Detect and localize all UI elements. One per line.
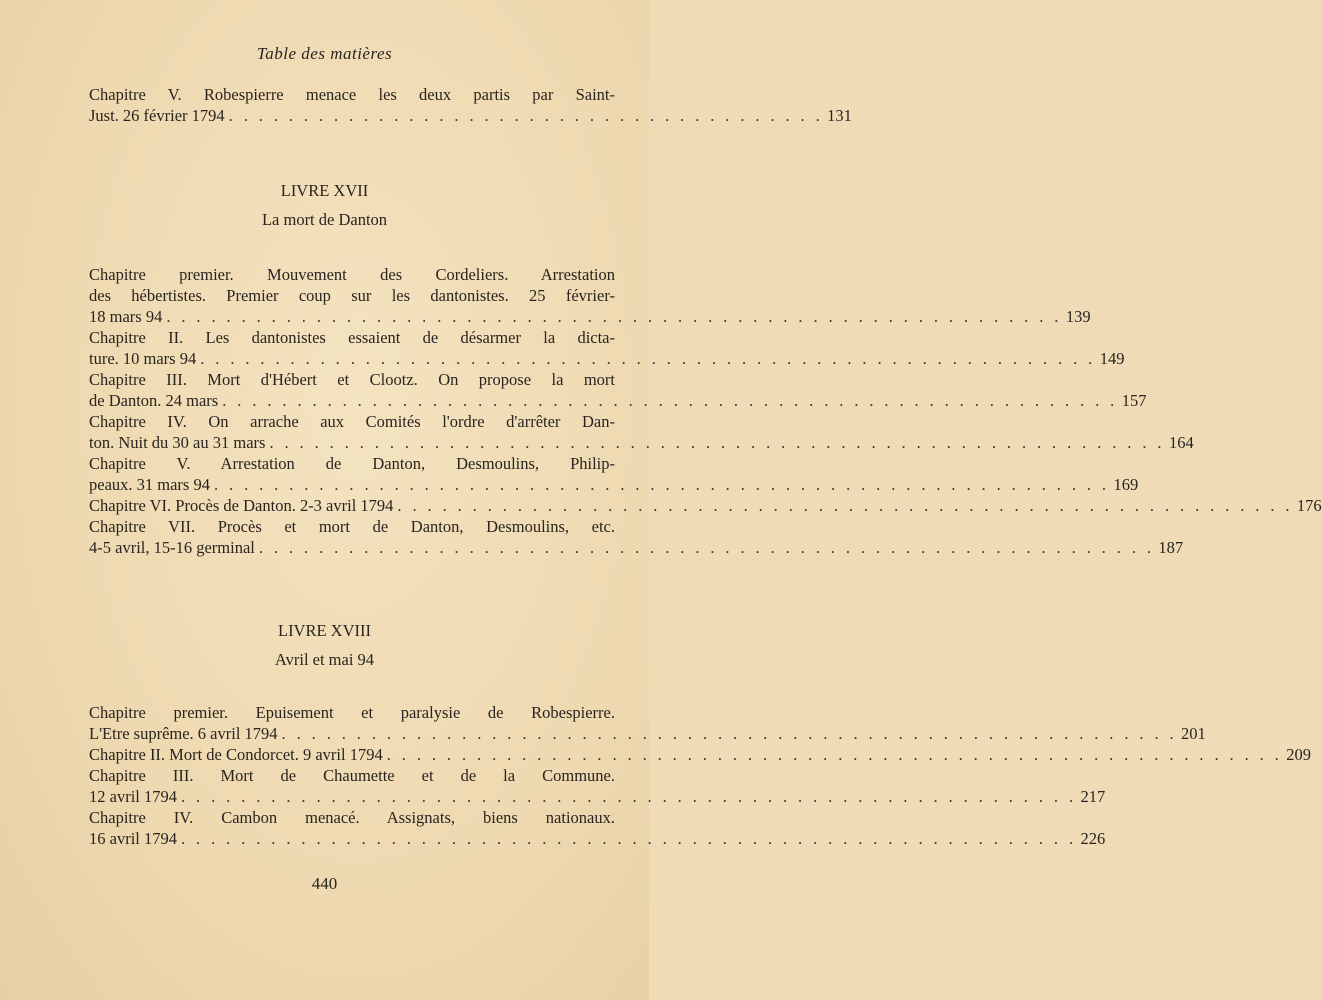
entry-line: Chapitre VII. Procès et mort de Danton, Desmoulins, etc.	[89, 517, 615, 536]
toc-entry	[89, 453, 1139, 495]
entry-line: Chapitre IV. On arrache aux Comités l'ordre d'arrêter Dan-	[89, 412, 615, 431]
entry-last-line	[89, 723, 1206, 744]
entry-last-line	[89, 744, 1311, 765]
entry-last-line	[89, 348, 1125, 369]
toc-entry	[89, 495, 1322, 516]
leader-dots: . . . . . . . . . . . . . . . . . . . . . . . . . . . . . . . . . . . . . . . .	[228, 106, 824, 125]
leader-dots: . . . . . . . . . . . . . . . . . . . . . . . . . . . . . . . . . . . . . . . . . . . . . . . . . . . . . . . . . . . .	[222, 391, 1118, 410]
entry-last-line	[89, 306, 1091, 327]
entry-line: Chapitre premier. Mouvement des Cordeliers. Arrestation	[89, 265, 615, 284]
entry-line: Chapitre IV. Cambon menacé. Assignats, biens nationaux.	[89, 808, 615, 827]
page-number: 209	[1286, 745, 1311, 764]
page-number: 187	[1158, 538, 1184, 557]
entry-last-line	[89, 786, 1106, 807]
leader-dots: . . . . . . . . . . . . . . . . . . . . . . . . . . . . . . . . . . . . . . . . . . . . . . . . . . . . . . . . . . . .	[181, 829, 1077, 848]
running-head: Table des matières	[256, 44, 393, 63]
toc-entry	[89, 411, 1194, 453]
entry-last-line	[89, 537, 1184, 558]
leader-dots: . . . . . . . . . . . . . . . . . . . . . . . . . . . . . . . . . . . . . . . . . . . . . . . . . . . . . . . . . . . .	[269, 433, 1165, 452]
page-folio: 440	[311, 874, 338, 893]
toc-entry	[89, 327, 1125, 369]
toc-livre-xvii	[89, 264, 1322, 558]
entry-text: Chapitre VI. Procès de Danton. 2-3 avril 1794	[89, 496, 394, 515]
entry-text: de Danton. 24 mars	[89, 391, 219, 410]
entry-text: L'Etre suprême. 6 avril 1794	[89, 724, 278, 743]
leader-dots: . . . . . . . . . . . . . . . . . . . . . . . . . . . . . . . . . . . . . . . . . . . . . . . . . . . . . . . . . . . .	[281, 724, 1178, 743]
leader-dots: . . . . . . . . . . . . . . . . . . . . . . . . . . . . . . . . . . . . . . . . . . . . . . . . . . . . . . . . . . . .	[397, 496, 1293, 515]
leader-dots: . . . . . . . . . . . . . . . . . . . . . . . . . . . . . . . . . . . . . . . . . . . . . . . . . . . . . . . . . . . .	[200, 349, 1096, 368]
entry-line: Chapitre premier. Epuisement et paralysie de Robespierre.	[89, 703, 615, 722]
leader-dots: . . . . . . . . . . . . . . . . . . . . . . . . . . . . . . . . . . . . . . . . . . . . . . . . . . . . . . . . . . . .	[213, 475, 1110, 494]
leader-dots: . . . . . . . . . . . . . . . . . . . . . . . . . . . . . . . . . . . . . . . . . . . . . . . . . . . . . . . . . . . .	[166, 307, 1062, 326]
entry-text: Just. 26 février 1794	[89, 106, 225, 125]
toc-entry	[89, 807, 1106, 849]
entry-text: 18 mars 94	[89, 307, 163, 326]
entry-last-line	[89, 495, 1322, 516]
page-number: 169	[1113, 475, 1139, 494]
entry-line: Chapitre III. Mort d'Hébert et Clootz. On propose la mort	[89, 370, 615, 389]
page-number: 157	[1121, 391, 1147, 410]
livre-xviii-heading: LIVRE XVIII	[277, 621, 371, 640]
toc-livre-xviii	[89, 702, 1311, 849]
page-number: 131	[827, 106, 852, 125]
leader-dots: . . . . . . . . . . . . . . . . . . . . . . . . . . . . . . . . . . . . . . . . . . . . . . . . . . . . . . . . . . . .	[181, 787, 1077, 806]
page-number: 226	[1080, 829, 1106, 848]
entry-line: Chapitre II. Les dantonistes essaient de désarmer la dicta-	[89, 328, 615, 347]
page-number: 176	[1296, 496, 1322, 515]
entry-text: ton. Nuit du 30 au 31 mars	[89, 433, 266, 452]
entry-last-line	[89, 390, 1147, 411]
toc-entry	[89, 516, 1184, 558]
toc-entry	[89, 765, 1106, 807]
entry-last-line	[89, 432, 1194, 453]
entry-text: ture. 10 mars 94	[89, 349, 197, 368]
toc-entry	[89, 369, 1147, 411]
entry-line: Chapitre V. Arrestation de Danton, Desmoulins, Philip-	[89, 454, 615, 473]
entry-line: Chapitre III. Mort de Chaumette et de la Commune.	[89, 766, 615, 785]
livre-xviii-subtitle: Avril et mai 94	[274, 650, 375, 669]
page-number: 149	[1099, 349, 1125, 368]
page-number: 139	[1065, 307, 1091, 326]
entry-last-line	[89, 828, 1106, 849]
entry-text: 12 avril 1794	[89, 787, 177, 806]
toc-top	[89, 84, 852, 126]
livre-xvii-heading: LIVRE XVII	[280, 181, 369, 200]
entry-text: Chapitre II. Mort de Condorcet. 9 avril 1794	[89, 745, 383, 764]
page-number: 164	[1168, 433, 1194, 452]
toc-entry	[89, 84, 852, 126]
leader-dots: . . . . . . . . . . . . . . . . . . . . . . . . . . . . . . . . . . . . . . . . . . . . . . . . . . . . . . . . . . . .	[258, 538, 1155, 557]
toc-entry	[89, 264, 1091, 327]
entry-text: 4-5 avril, 15-16 germinal	[89, 538, 255, 557]
entry-text: peaux. 31 mars 94	[89, 475, 210, 494]
entry-text: 16 avril 1794	[89, 829, 177, 848]
livre-xvii-subtitle: La mort de Danton	[261, 210, 388, 229]
entry-last-line	[89, 474, 1139, 495]
page-number: 217	[1080, 787, 1106, 806]
toc-entry	[89, 702, 1206, 744]
leader-dots: . . . . . . . . . . . . . . . . . . . . . . . . . . . . . . . . . . . . . . . . . . . . . . . . . . . . . . . . . . . .	[386, 745, 1283, 764]
entry-last-line	[89, 105, 852, 126]
toc-entry	[89, 744, 1311, 765]
entry-line: Chapitre V. Robespierre menace les deux partis par Saint-	[89, 85, 615, 104]
entry-line: des hébertistes. Premier coup sur les dantonistes. 25 février-	[89, 286, 615, 305]
page-number: 201	[1181, 724, 1206, 743]
